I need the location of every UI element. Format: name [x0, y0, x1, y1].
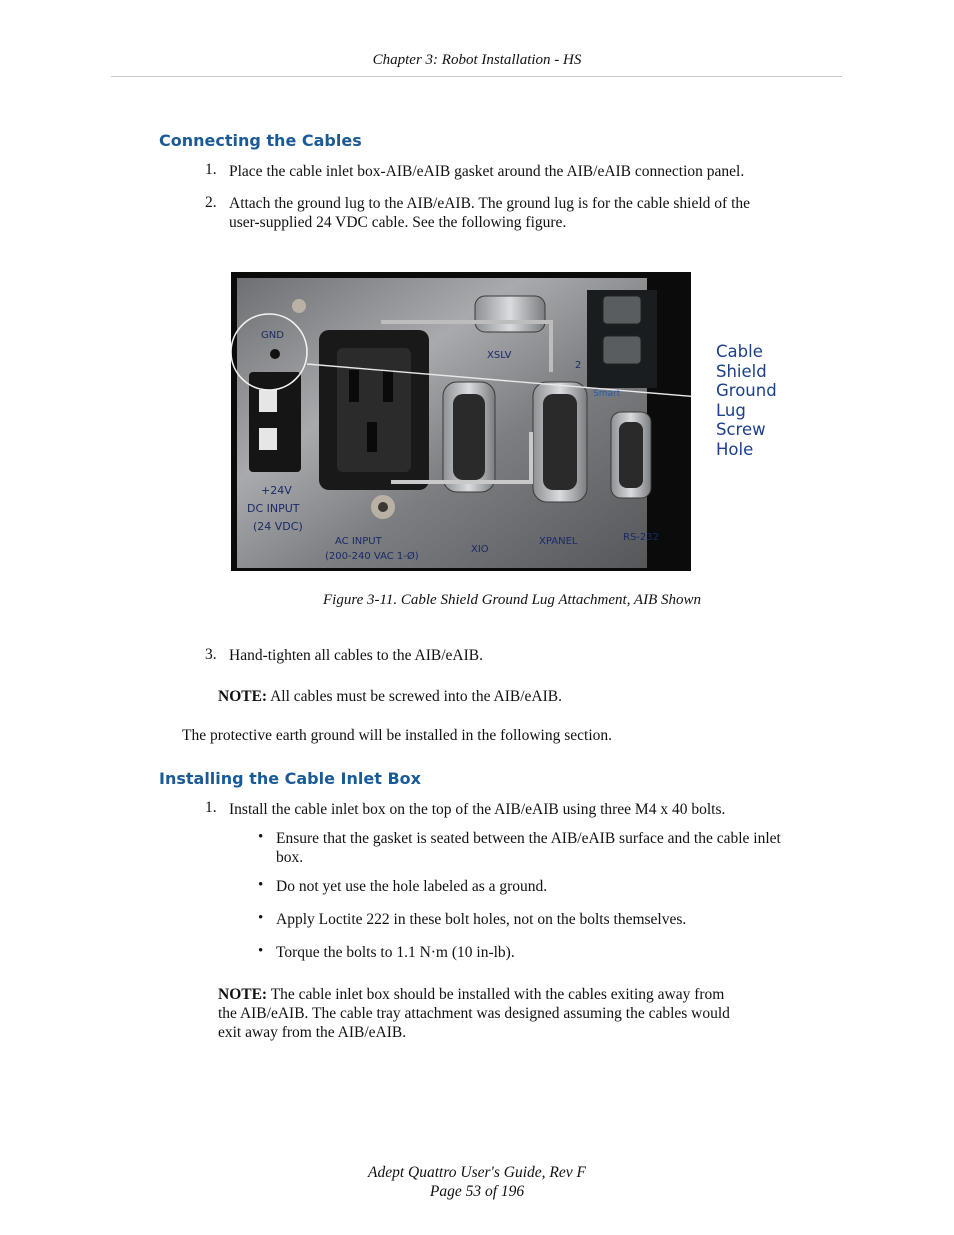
step-text: Install the cable inlet box on the top of the AIB/eAIB using three M4 x 40 bolts.: [229, 801, 726, 818]
footer-page-number: Page 53 of 196: [429, 1183, 525, 1200]
panel-label-xslv: XSLV: [487, 350, 512, 361]
bullet: •: [258, 877, 264, 893]
step-text: Place the cable inlet box-AIB/eAIB gasket around the AIB/eAIB connection panel.: [229, 163, 745, 180]
step-text-line: Attach the ground lug to the AIB/eAIB. The ground lug is for the cable shield of the: [229, 195, 751, 212]
step-number: 1.: [205, 161, 217, 178]
panel-label-24vdc: (24 VDC): [253, 520, 303, 533]
note-label: NOTE:: [218, 688, 268, 705]
figure-photo-aib-panel: [231, 272, 691, 571]
step-text: [229, 194, 750, 232]
note-text: All cables must be screwed into the AIB/eAIB.: [267, 688, 562, 705]
figure-caption: Figure 3-11. Cable Shield Ground Lug Attachment, AIB Shown: [322, 592, 702, 608]
panel-label-two: 2: [575, 360, 582, 371]
section-heading-connecting-cables: Connecting the Cables: [159, 131, 362, 150]
running-footer: [0, 1163, 954, 1201]
step-text: Hand-tighten all cables to the AIB/eAIB.: [229, 647, 483, 664]
callout-line: Cable: [716, 342, 763, 361]
panel-label-dc-input: DC INPUT: [247, 502, 300, 515]
note-line: exit away from the AIB/eAIB.: [218, 1024, 407, 1041]
bullet: •: [258, 910, 264, 926]
note-text: The cable inlet box should be installed with the cables exiting away from: [267, 986, 725, 1003]
note: [218, 985, 730, 1042]
panel-label-xio: XIO: [471, 544, 489, 555]
callout-line: Shield: [716, 361, 767, 381]
callout-line: Lug: [716, 400, 746, 420]
body-paragraph: The protective earth ground will be installed in the following section.: [182, 727, 613, 744]
panel-label-smart: Smart: [593, 389, 621, 399]
header-divider: [111, 76, 842, 77]
panel-label-gnd: GND: [261, 330, 284, 341]
callout-line: Ground: [716, 381, 777, 400]
step-number: 1.: [205, 799, 217, 816]
step-number: 3.: [205, 646, 217, 663]
step-text-line: user-supplied 24 VDC cable. See the following figure.: [229, 214, 567, 231]
step-number: 2.: [205, 194, 217, 211]
note: [218, 687, 562, 706]
bullet-text-line: box.: [276, 849, 304, 866]
bullet: •: [258, 829, 264, 845]
note-label: NOTE:: [218, 986, 268, 1003]
panel-label-xpanel: XPANEL: [539, 536, 578, 547]
footer-doc-title: Adept Quattro User's Guide, Rev F: [368, 1164, 586, 1181]
bullet-text-line: Ensure that the gasket is seated between the AIB/eAIB surface and the cable inlet: [276, 830, 781, 847]
bullet-text: Apply Loctite 222 in these bolt holes, not on the bolts themselves.: [276, 911, 687, 928]
bullet-text: [276, 829, 781, 867]
bullet: •: [258, 943, 264, 959]
bullet-text: Do not yet use the hole labeled as a ground.: [276, 878, 548, 895]
callout-line: Hole: [716, 439, 754, 459]
panel-label-ac-input: AC INPUT: [335, 536, 382, 547]
callout-line: Screw: [716, 420, 766, 439]
note-line: the AIB/eAIB. The cable tray attachment was designed assuming the cables would: [218, 1005, 730, 1022]
bullet-text: Torque the bolts to 1.1 N·m (10 in-lb).: [276, 944, 515, 961]
panel-label-24v: +24V: [261, 484, 292, 497]
running-header: Chapter 3: Robot Installation - HS: [372, 52, 582, 68]
section-heading-installing-inlet-box: Installing the Cable Inlet Box: [159, 769, 421, 788]
note-line: [218, 985, 730, 1004]
panel-label-rs232: RS-232: [623, 532, 659, 543]
figure-callout: [716, 342, 777, 459]
panel-label-ac-range: (200-240 VAC 1-Ø): [325, 551, 419, 562]
